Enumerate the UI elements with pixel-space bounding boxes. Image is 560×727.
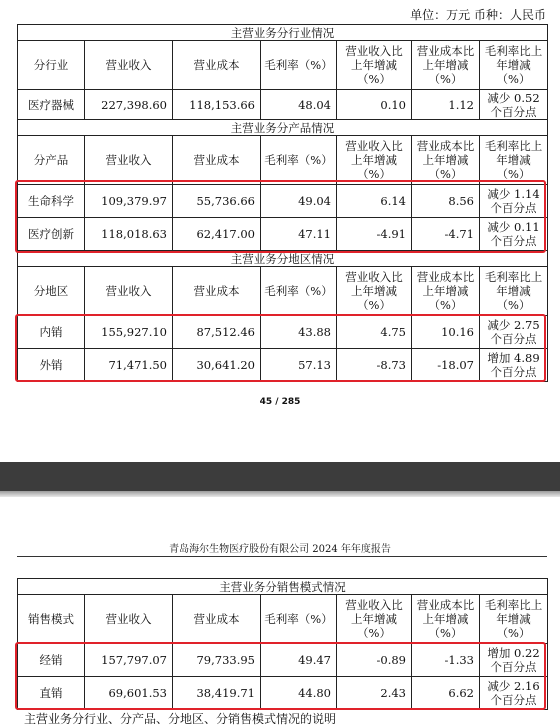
- table-row: [18, 677, 548, 710]
- section-title: 主营业务分产品情况: [18, 120, 548, 136]
- margin-header: 毛利率（%）: [261, 136, 337, 185]
- cost-cell: 30,641.20: [173, 349, 261, 382]
- segment-table-top: [17, 24, 548, 382]
- margin-change-cell: 减少 0.11 个百分点: [480, 218, 548, 251]
- dim-header: 分行业: [18, 41, 85, 90]
- margin-cell: 48.04: [261, 90, 337, 120]
- margin-change-cell: 增加 4.89 个百分点: [480, 349, 548, 382]
- revenue-header: 营业收入: [85, 267, 173, 316]
- margin-cell: 43.88: [261, 316, 337, 349]
- row-label: 医疗创新: [18, 218, 85, 251]
- margin-change-cell: 减少 1.14 个百分点: [480, 185, 548, 218]
- row-label: 内销: [18, 316, 85, 349]
- row-label: 经销: [18, 644, 85, 677]
- cost-change-cell: 10.16: [412, 316, 480, 349]
- cost-header: 营业成本: [173, 595, 261, 644]
- revenue-change-cell: 4.75: [337, 316, 412, 349]
- margin-change-header: 毛利率比上年增减（%）: [480, 267, 548, 316]
- revenue-cell: 157,797.07: [85, 644, 173, 677]
- segment-table-bottom: [17, 578, 548, 710]
- cost-change-cell: -4.71: [412, 218, 480, 251]
- margin-cell: 49.47: [261, 644, 337, 677]
- revenue-cell: 69,601.53: [85, 677, 173, 710]
- dim-header: 分地区: [18, 267, 85, 316]
- margin-cell: 44.80: [261, 677, 337, 710]
- revenue-cell: 227,398.60: [85, 90, 173, 120]
- cost-header: 营业成本: [173, 41, 261, 90]
- margin-change-header: 毛利率比上年增减（%）: [480, 41, 548, 90]
- table-row: [18, 644, 548, 677]
- cost-change-header: 营业成本比上年增减（%）: [412, 595, 480, 644]
- revenue-header: 营业收入: [85, 595, 173, 644]
- cost-cell: 55,736.66: [173, 185, 261, 218]
- unit-currency-note: 单位：万元 币种：人民币: [410, 8, 546, 22]
- section-description-title: 主营业务分行业、分产品、分地区、分销售模式情况的说明: [24, 712, 337, 726]
- cost-change-cell: 6.62: [412, 677, 480, 710]
- margin-header: 毛利率（%）: [261, 41, 337, 90]
- page-gap: [0, 462, 560, 491]
- cost-cell: 38,419.71: [173, 677, 261, 710]
- row-label: 生命科学: [18, 185, 85, 218]
- revenue-change-cell: -0.89: [337, 644, 412, 677]
- dim-header: 分产品: [18, 136, 85, 185]
- cost-change-cell: 1.12: [412, 90, 480, 120]
- cost-change-cell: 8.56: [412, 185, 480, 218]
- cost-change-cell: -1.33: [412, 644, 480, 677]
- revenue-change-cell: 0.10: [337, 90, 412, 120]
- revenue-header: 营业收入: [85, 136, 173, 185]
- revenue-change-header: 营业收入比上年增减（%）: [337, 136, 412, 185]
- cost-change-cell: -18.07: [412, 349, 480, 382]
- dim-header: 销售模式: [18, 595, 85, 644]
- table-row: [18, 218, 548, 251]
- margin-cell: 57.13: [261, 349, 337, 382]
- margin-cell: 47.11: [261, 218, 337, 251]
- margin-change-header: 毛利率比上年增减（%）: [480, 595, 548, 644]
- revenue-change-header: 营业收入比上年增减（%）: [337, 267, 412, 316]
- revenue-cell: 118,018.63: [85, 218, 173, 251]
- revenue-cell: 71,471.50: [85, 349, 173, 382]
- cost-change-header: 营业成本比上年增减（%）: [412, 267, 480, 316]
- revenue-change-header: 营业收入比上年增减（%）: [337, 595, 412, 644]
- page-number: 45 / 285: [259, 397, 301, 407]
- cost-cell: 62,417.00: [173, 218, 261, 251]
- table-row: [18, 316, 548, 349]
- revenue-change-header: 营业收入比上年增减（%）: [337, 41, 412, 90]
- margin-header: 毛利率（%）: [261, 267, 337, 316]
- margin-change-header: 毛利率比上年增减（%）: [480, 136, 548, 185]
- table-row: [18, 185, 548, 218]
- table-row: [18, 90, 548, 120]
- cost-cell: 87,512.46: [173, 316, 261, 349]
- revenue-cell: 155,927.10: [85, 316, 173, 349]
- table-row: [18, 349, 548, 382]
- margin-cell: 49.04: [261, 185, 337, 218]
- cost-cell: 118,153.66: [173, 90, 261, 120]
- margin-change-cell: 减少 2.16 个百分点: [480, 677, 548, 710]
- revenue-cell: 109,379.97: [85, 185, 173, 218]
- margin-change-cell: 减少 2.75 个百分点: [480, 316, 548, 349]
- section-title: 主营业务分行业情况: [18, 25, 548, 41]
- margin-change-cell: 增加 0.22 个百分点: [480, 644, 548, 677]
- header-rule: [17, 556, 547, 557]
- cost-change-header: 营业成本比上年增减（%）: [412, 136, 480, 185]
- cost-cell: 79,733.95: [173, 644, 261, 677]
- revenue-change-cell: -8.73: [337, 349, 412, 382]
- margin-header: 毛利率（%）: [261, 595, 337, 644]
- section-title: 主营业务分地区情况: [18, 251, 548, 267]
- cost-header: 营业成本: [173, 136, 261, 185]
- revenue-header: 营业收入: [85, 41, 173, 90]
- row-label: 直销: [18, 677, 85, 710]
- revenue-change-cell: 6.14: [337, 185, 412, 218]
- cost-change-header: 营业成本比上年增减（%）: [412, 41, 480, 90]
- cost-header: 营业成本: [173, 267, 261, 316]
- report-header: 青岛海尔生物医疗股份有限公司 2024 年年度报告: [169, 544, 391, 555]
- section-title: 主营业务分销售模式情况: [18, 579, 548, 595]
- row-label: 医疗器械: [18, 90, 85, 120]
- revenue-change-cell: -4.91: [337, 218, 412, 251]
- row-label: 外销: [18, 349, 85, 382]
- revenue-change-cell: 2.43: [337, 677, 412, 710]
- margin-change-cell: 减少 0.52 个百分点: [480, 90, 548, 120]
